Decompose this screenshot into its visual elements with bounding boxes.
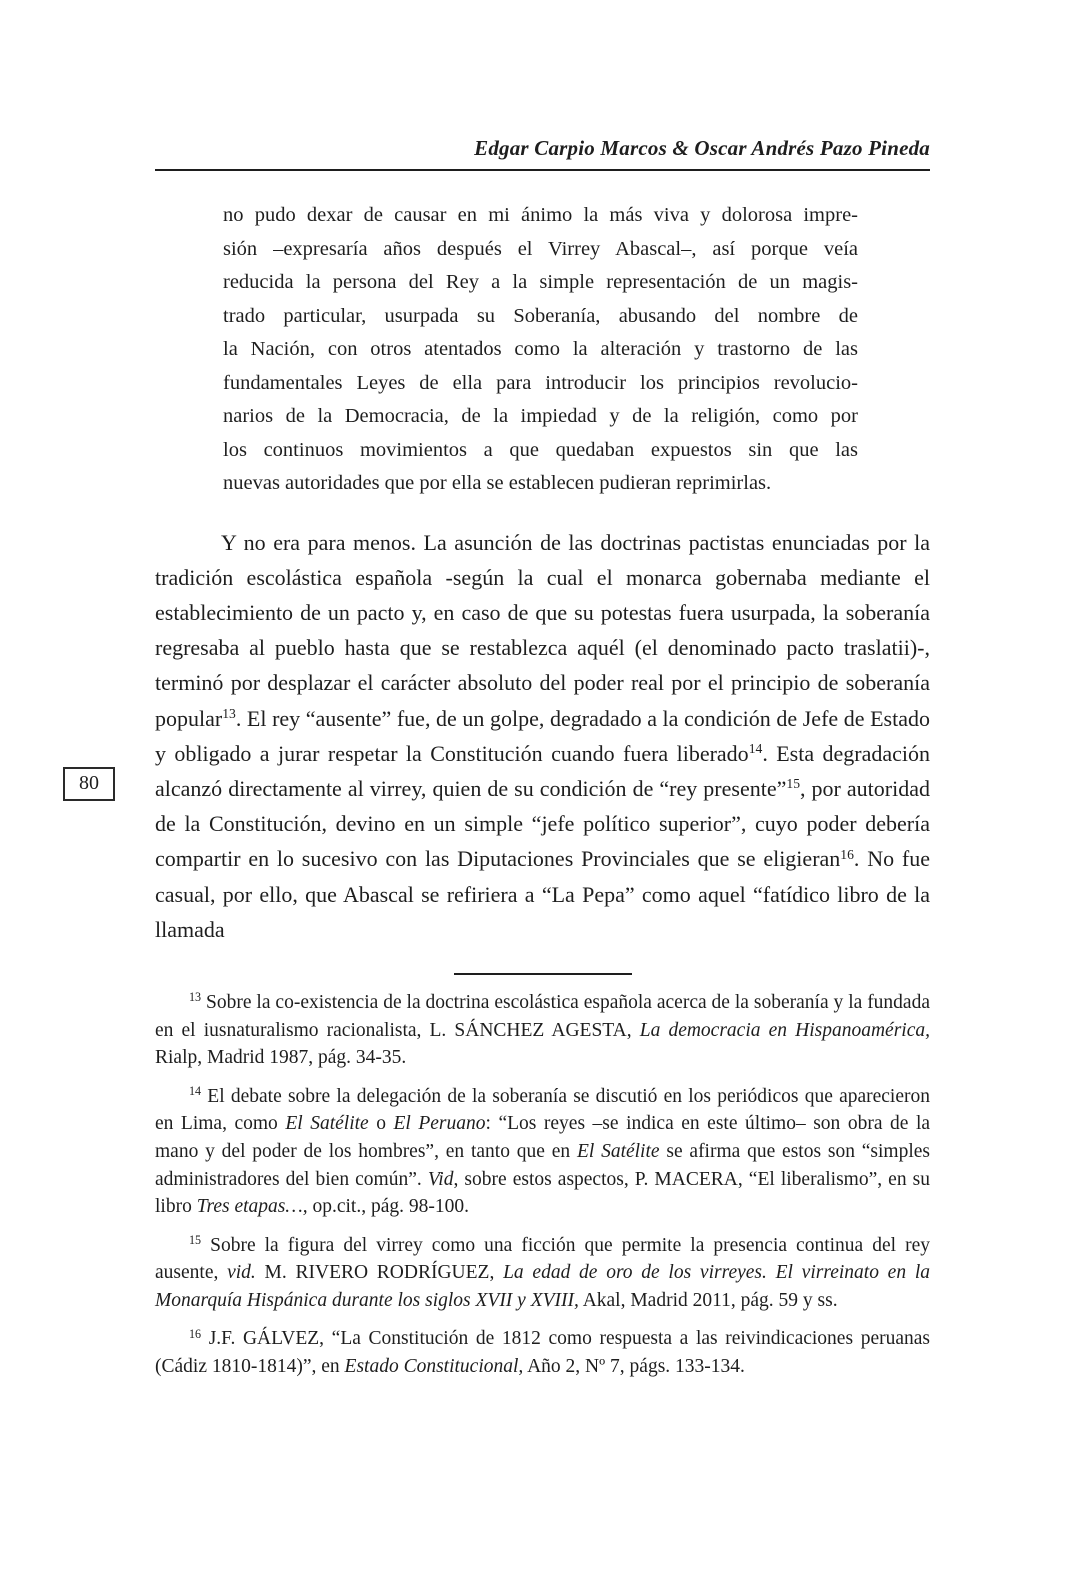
blockquote-line: nuevas autoridades que por ella se establecen pudieran reprimirlas. <box>223 472 772 494</box>
header-rule <box>155 169 930 171</box>
footnotes <box>155 989 930 1381</box>
blockquote-line: no pudo dexar de causar en mi ánimo la más viva y dolorosa impre- <box>223 204 858 226</box>
footnote-14: $^{14}$ El debate sobre la delegación de la soberanía se discutió en los periódicos que aparecieron en Lima, como El Satélite o El Peruano: “Los reyes –se indica en este último– son obra de la mano y del poder de los hombres”, en tanto que en El Satélite se afirma que estos son “simples administradores del bien común”. Vid, sobre estos aspectos, P. MACERA, “El liberalismo”, en su libro Tres etapas…, op.cit., pág. 98-100. <box>155 1084 931 1218</box>
blockquote-line: sión –expresaría años después el Virrey Abascal–, así porque veía <box>223 237 858 260</box>
running-header: Edgar Carpio Marcos & Oscar Andrés Pazo Pineda <box>474 136 930 160</box>
page-number: 80 <box>79 772 99 794</box>
blockquote-line: narios de la Democracia, de la impiedad y de la religión, como por <box>223 405 858 427</box>
blockquote-line: reducida la persona del Rey a la simple representación de un magis- <box>223 271 858 293</box>
footnote-16: $^{16}$ J.F. GÁLVEZ, “La Constitución de 1812 como respuesta a las reivindicaciones peruanas (Cádiz 1810-1814)”, en Estado Constitucional, Año 2, Nº 7, págs. 133-134. <box>155 1326 930 1378</box>
page-number-box <box>63 767 115 801</box>
blockquote-line: la Nación, con otros atentados como la alteración y trastorno de las <box>223 338 858 360</box>
blockquote-line: trado particular, usurpada su Soberanía, abusando del nombre de <box>223 304 858 327</box>
blockquote <box>223 199 858 501</box>
footnote-15: $^{15}$ Sobre la figura del virrey como una ficción que permite la presencia continua del rey ausente, vid. M. RIVERO RODRÍGUEZ, La edad de oro de los virreyes. El virreinato en la Monarquía Hispánica durante los siglos XVII y XVIII, Akal, Madrid 2011, pág. 59 y ss. <box>155 1233 930 1311</box>
blockquote-line: fundamentales Leyes de ella para introducir los principios revolucio- <box>223 371 858 394</box>
footnote-separator-rule <box>454 973 632 975</box>
body-paragraph: Y no era para menos. La asunción de las doctrinas pactistas enunciadas por la tradición escolástica española -según la cual el monarca gobernaba mediante el establecimiento de un pacto y, en caso de que su potestas fuera usurpada, la soberanía regresaba al pueblo hasta que se restablezca aquél (el denominado pacto traslatii)-, terminó por desplazar el carácter absoluto del poder real por el principio de soberanía popular$^{13}$. El rey “ausente” fue, de un golpe, degradado a la condición de Jefe de Estado y obligado a jurar respetar la Constitución cuando fuera liberado$^{14}$. Esta degradación alcanzó directamente al virrey, quien de su condición de “rey presente”$^{15}$, por autoridad de la Constitución, devino en un simple “jefe político superior”, cuyo poder debería compartir en lo sucesivo con las Diputaciones Provinciales que se eligieran$^{16}$. No fue casual, por ello, que Abascal se refiriera a “La Pepa” como aquel “fatídico libro de la llamada <box>155 529 931 942</box>
footnote-13: $^{13}$ Sobre la co-existencia de la doctrina escolástica española acerca de la soberanía y la fundada en el iusnaturalismo racionalista, L. SÁNCHEZ AGESTA, La democracia en Hispanoamérica, Rialp, Madrid 1987, pág. 34-35. <box>155 990 931 1069</box>
blockquote-line: los continuos movimientos a que quedaban expuestos sin que las <box>223 438 858 461</box>
text-block <box>155 136 930 1392</box>
